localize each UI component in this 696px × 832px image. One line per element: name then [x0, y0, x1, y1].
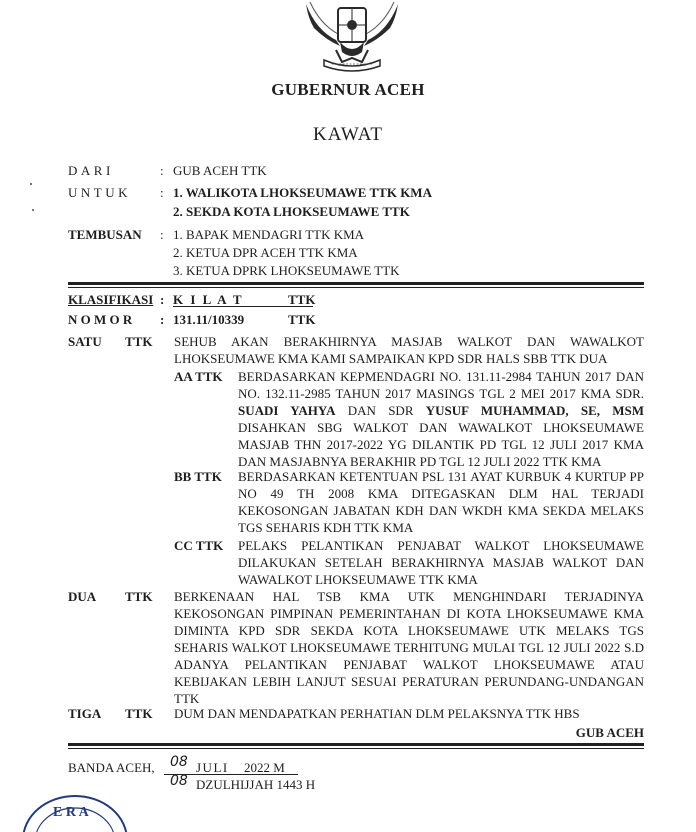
nomor-value: 131.11/10339: [173, 312, 245, 327]
klasifikasi-label: [68, 292, 153, 308]
satu-label: SATU: [68, 334, 102, 349]
nomor-label: N O M O R: [68, 312, 133, 327]
footer-day-masehi: 08: [170, 754, 188, 770]
margin-mark: [32, 209, 34, 211]
document-type-title: KAWAT: [313, 124, 383, 145]
footer-year-masehi: 2022 M: [244, 760, 285, 775]
dua-label: DUA: [68, 589, 97, 604]
tembusan-label: TEMBUSAN: [68, 227, 142, 242]
untuk-value-2: 2. SEKDA KOTA LHOKSEUMAWE TTK: [173, 204, 410, 219]
klasifikasi-ttk: TTK: [288, 292, 316, 307]
bb-text: BERDASARKAN KETENTUAN PSL 131 AYAT KURBUK 4 KURTUP PP NO 49 TH 2008 KMA DITEGASKAN DLM HAL TERJADI KEKOSONGAN JABATAN KDH DAN WKDH KMA SEKDA MELAKS TGS SEHARIS KDH TTK KMA: [238, 469, 644, 535]
tiga-label: TIGA: [68, 706, 102, 721]
dari-colon: :: [160, 163, 164, 178]
klasifikasi-label-text: KLASIFIKASI: [68, 292, 154, 307]
aa-name-1: SUADI YAHYA: [238, 403, 336, 418]
untuk-value-1: 1. WALIKOTA LHOKSEUMAWE TTK KMA: [173, 185, 432, 200]
footer-month-year-hijri: DZULHIJJAH 1443 H: [196, 777, 316, 792]
dua-text: BERKENAAN HAL TSB KMA UTK MENGHINDARI TERJADINYA KEKOSONGAN PIMPINAN PEMERINTAHAN DI KOTA LHOKSEUMAWE KMA DIMINTA KPD SDR SEKDA KOTA LHOKSEUMAWE UTK MELAKS TGS SEHARIS WALKOT LHOKSEUMAWE TERHITUNG MULAI TGL 12 JULI 2022 S.D ADANYA PELANTIKAN PENJABAT WALKOT LHOKSEUMAWE ATAU KEBIJAKAN LEBIH LANJUT SESUAI PERATURAN PERUNDANG-UNDANGAN TTK: [174, 589, 644, 706]
footer-month-masehi: JULI: [196, 760, 229, 775]
aa-text-part-2: DAN SDR: [347, 403, 414, 418]
aa-text: [238, 368, 644, 470]
footer-place: BANDA ACEH,: [68, 760, 155, 775]
untuk-colon: :: [160, 185, 164, 200]
cc-text: PELAKS PELANTIKAN PENJABAT WALKOT LHOKSEUMAWE DILAKUKAN SETELAH BERAKHIRNYA MASJAB WALKOT DAN WAWALKOT LHOKSEUMAWE TTK KMA: [238, 538, 644, 587]
klasifikasi-value: K I L A T: [173, 292, 244, 307]
header-divider: [68, 282, 644, 285]
nomor-ttk: TTK: [288, 312, 316, 327]
satu-ttk: TTK: [125, 334, 153, 349]
tembusan-colon: :: [160, 227, 164, 242]
garuda-emblem: [296, 0, 408, 74]
tiga-ttk: TTK: [125, 706, 153, 721]
dari-label: DARI: [68, 163, 114, 178]
aa-name-2: YUSUF MUHAMMAD, SE, MSM: [425, 403, 645, 418]
tiga-text: DUM DAN MENDAPATKAN PERHATIAN DLM PELAKSNYA TTK HBS: [174, 706, 580, 721]
margin-mark: [30, 183, 32, 185]
klasifikasi-colon: :: [160, 292, 165, 307]
tembusan-value-2: 2. KETUA DPR ACEH TTK KMA: [173, 245, 358, 260]
aa-text-part-3: DISAHKAN SBG WALKOT DAN WAWALKOT LHOKSEUMAWE MASJAB THN 2017-2022 YG DILANTIK PD TGL 12 JULI 2017 KMA DAN MASJABNYA BERAKHIR PD TGL 12 JULI 2022 TTK KMA: [238, 420, 644, 469]
klasifikasi-underline: [173, 306, 313, 307]
stamp-text: E R A: [53, 805, 89, 820]
footer-divider: [68, 743, 644, 746]
aa-label: AA TTK: [174, 369, 223, 384]
institution-title: GUBERNUR ACEH: [271, 80, 425, 99]
satu-text: SEHUB AKAN BERAKHIRNYA MASJAB WALKOT DAN WAWALKOT LHOKSEUMAWE KMA KAMI SAMPAIKAN KPD SDR HALS SBB TTK DUA: [174, 334, 644, 366]
dua-ttk: TTK: [125, 589, 153, 604]
untuk-label: UNTUK: [68, 185, 131, 200]
official-stamp: [20, 792, 130, 832]
header-divider-thin: [68, 287, 644, 288]
bb-label: BB TTK: [174, 469, 222, 484]
signoff: GUB ACEH: [575, 725, 644, 740]
dari-value: GUB ACEH TTK: [173, 163, 267, 178]
footer-divider-thin: [68, 748, 644, 749]
aa-text-part-1: BERDASARKAN KEPMENDAGRI NO. 131.11-2984 TAHUN 2017 DAN NO. 132.11-2985 TAHUN 2017 MASINGS TGL 2 MEI 2017 KMA SDR.: [238, 369, 644, 401]
nomor-colon: :: [160, 312, 165, 327]
footer-day-hijri: 08: [170, 773, 188, 789]
tembusan-value-1: 1. BAPAK MENDAGRI TTK KMA: [173, 227, 365, 242]
tembusan-value-3: 3. KETUA DPRK LHOKSEUMAWE TTK: [173, 263, 400, 278]
cc-label: CC TTK: [174, 538, 224, 553]
